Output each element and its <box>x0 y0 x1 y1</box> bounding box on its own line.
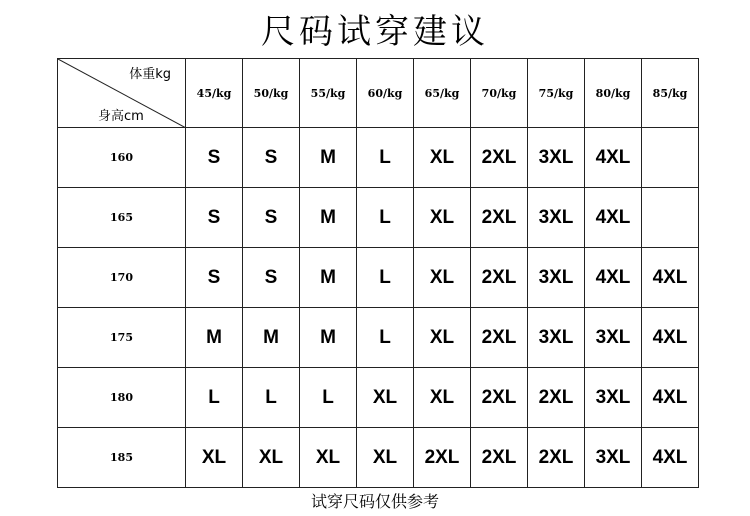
table-row <box>58 248 699 308</box>
size-cell: 2XL <box>471 248 528 308</box>
size-cell: S <box>186 248 243 308</box>
height-header: 180 <box>58 368 186 428</box>
weight-header: 45/kg <box>186 59 243 128</box>
size-cell: M <box>300 308 357 368</box>
weight-header: 80/kg <box>585 59 642 128</box>
table-row <box>58 368 699 428</box>
size-cell: M <box>300 248 357 308</box>
size-cell: 3XL <box>528 128 585 188</box>
size-cell: 2XL <box>471 128 528 188</box>
size-cell: 3XL <box>528 188 585 248</box>
size-cell: 3XL <box>585 428 642 488</box>
size-cell: XL <box>186 428 243 488</box>
size-cell: 2XL <box>414 428 471 488</box>
height-header: 165 <box>58 188 186 248</box>
size-cell: S <box>186 188 243 248</box>
size-cell: XL <box>300 428 357 488</box>
size-cell: 4XL <box>585 248 642 308</box>
height-header: 160 <box>58 128 186 188</box>
disclaimer-note: 试穿尺码仅供参考 <box>310 492 439 511</box>
size-cell: 2XL <box>528 428 585 488</box>
size-cell: 3XL <box>585 308 642 368</box>
table-row <box>58 308 699 368</box>
size-cell: 2XL <box>471 188 528 248</box>
size-cell: 2XL <box>471 368 528 428</box>
size-cell: 2XL <box>471 308 528 368</box>
size-cell: 3XL <box>528 308 585 368</box>
size-cell: L <box>186 368 243 428</box>
size-cell: 2XL <box>471 428 528 488</box>
size-cell: 2XL <box>528 368 585 428</box>
size-cell: 4XL <box>642 368 699 428</box>
size-cell: L <box>300 368 357 428</box>
size-cell: XL <box>414 368 471 428</box>
size-cell: M <box>300 128 357 188</box>
size-cell: XL <box>414 188 471 248</box>
size-chart-table <box>57 58 699 488</box>
height-header: 185 <box>58 428 186 488</box>
size-cell <box>642 128 699 188</box>
table-row <box>58 188 699 248</box>
size-cell: 4XL <box>642 308 699 368</box>
height-header: 170 <box>58 248 186 308</box>
size-cell: L <box>357 188 414 248</box>
size-cell: L <box>357 128 414 188</box>
size-cell: 3XL <box>585 368 642 428</box>
size-cell: XL <box>414 248 471 308</box>
header-row <box>58 59 699 128</box>
height-axis-label: 身高cm <box>98 109 144 124</box>
size-cell: L <box>357 248 414 308</box>
size-cell: XL <box>357 368 414 428</box>
size-cell: S <box>186 128 243 188</box>
size-cell: 4XL <box>642 248 699 308</box>
weight-header: 60/kg <box>357 59 414 128</box>
weight-axis-label: 体重kg <box>129 67 171 82</box>
size-cell: M <box>243 308 300 368</box>
size-cell: XL <box>357 428 414 488</box>
size-cell: XL <box>414 128 471 188</box>
size-cell: L <box>243 368 300 428</box>
size-cell: M <box>186 308 243 368</box>
weight-header: 75/kg <box>528 59 585 128</box>
corner-header-cell <box>58 59 186 128</box>
weight-header: 85/kg <box>642 59 699 128</box>
size-cell: 3XL <box>528 248 585 308</box>
size-cell: XL <box>414 308 471 368</box>
size-cell: S <box>243 248 300 308</box>
size-cell: 4XL <box>585 188 642 248</box>
size-cell <box>642 188 699 248</box>
size-cell: M <box>300 188 357 248</box>
table-row <box>58 128 699 188</box>
size-cell: L <box>357 308 414 368</box>
weight-header: 70/kg <box>471 59 528 128</box>
weight-header: 50/kg <box>243 59 300 128</box>
size-cell: XL <box>243 428 300 488</box>
weight-header: 65/kg <box>414 59 471 128</box>
page-title: 尺码试穿建议 <box>261 12 489 52</box>
size-cell: S <box>243 128 300 188</box>
size-cell: 4XL <box>585 128 642 188</box>
height-header: 175 <box>58 308 186 368</box>
size-cell: S <box>243 188 300 248</box>
size-cell: 4XL <box>642 428 699 488</box>
table-row <box>58 428 699 488</box>
weight-header: 55/kg <box>300 59 357 128</box>
